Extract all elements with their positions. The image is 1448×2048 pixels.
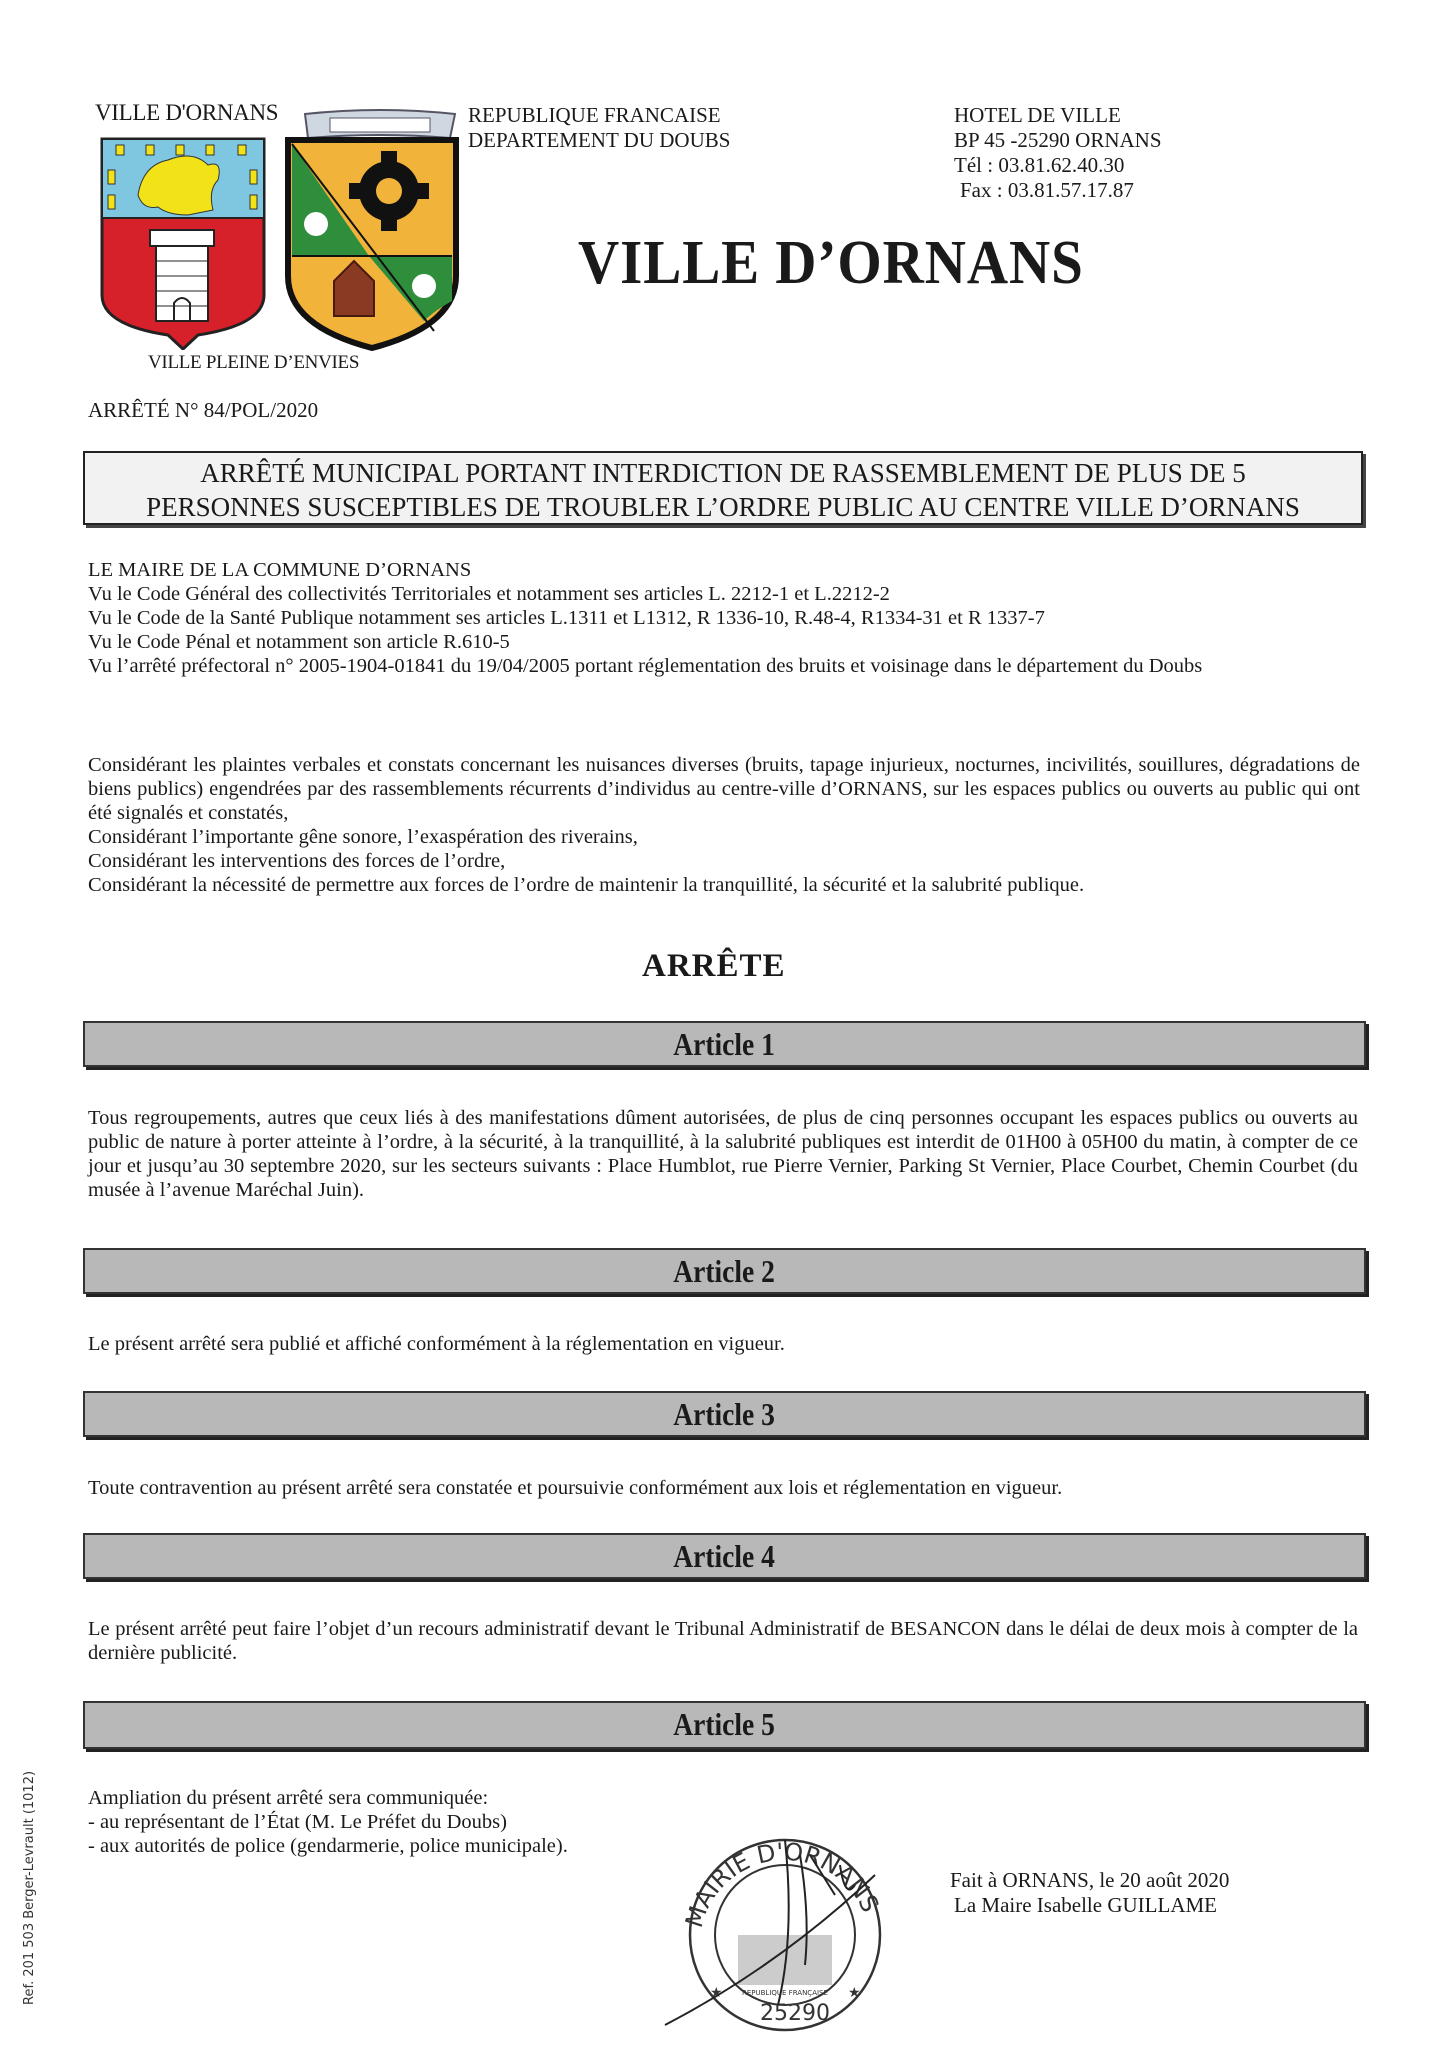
vu-line: Vu le Code de la Santé Publique notamment ses articles L.1311 et L1312, R 1336-10, R.48-4, R1334-31 et R 1337-7 — [88, 607, 1045, 629]
place-date: Fait à ORNANS, le 20 août 2020 — [950, 1868, 1230, 1892]
arrete-title-line-1: ARRÊTÉ MUNICIPAL PORTANT INTERDICTION DE RASSEMBLEMENT DE PLUS DE 5 — [200, 458, 1246, 488]
considerant-line: Considérant les interventions des forces de l’ordre, — [88, 850, 506, 872]
vu-line: Vu l’arrêté préfectoral n° 2005-1904-01841 du 19/04/2005 portant réglementation des bruits et voisinage dans le département du Doubs — [88, 655, 1203, 677]
svg-text:★: ★ — [710, 1986, 723, 2001]
article-4-text: Le présent arrêté peut faire l’objet d’un recours administratif devant le Tribunal Administratif de BESANCON dans le délai de deux mois à compter de la dernière publicité. — [88, 1618, 1358, 1664]
coat-of-arms-label: VILLE D'ORNANS — [95, 100, 279, 125]
article-5-text — [88, 1786, 568, 1858]
article-1-header: Article 1 — [83, 1021, 1366, 1067]
vu-line: Vu le Code Pénal et notamment son article R.610-5 — [88, 631, 510, 653]
bonnevaux-coat-of-arms-icon — [284, 136, 460, 351]
contact-fax: Fax : 03.81.57.17.87 — [960, 178, 1134, 202]
svg-text:★: ★ — [848, 1986, 861, 2001]
preamble — [88, 558, 1358, 678]
arrete-title-box — [83, 451, 1363, 525]
article-4-header: Article 4 — [83, 1533, 1366, 1579]
svg-text:REPUBLIQUE FRANÇAISE: REPUBLIQUE FRANÇAISE — [742, 1989, 828, 1997]
considerant-line: Considérant l’importante gêne sonore, l’exaspération des riverains, — [88, 826, 638, 848]
article-1-text: Tous regroupements, autres que ceux liés à des manifestations dûment autorisées, de plus de cinq personnes occupant les espaces publics ou ouverts au public de nature à porter atteinte à l’ordre, à la sécurité, à la tranquillité, à la salubrité publiques est interdit de 01H00 à 05H00 du matin, à compter de ce jour et jusqu’au 30 septembre 2020, sur les secteurs suivants : Place Humblot, rue Pierre Vernier, Parking St Vernier, Place Courbet, Chemin Courbet (du musée à l’avenue Maréchal Juin). — [88, 1107, 1358, 1201]
department-label: DEPARTEMENT DU DOUBS — [468, 128, 731, 152]
article-2-text: Le présent arrêté sera publié et affiché conformément à la réglementation en vigueur. — [88, 1333, 785, 1355]
page-title: VILLE D’ORNANS — [578, 229, 1084, 297]
considerants — [88, 753, 1360, 897]
contact-tel: Tél : 03.81.62.40.30 — [954, 153, 1125, 177]
contact-name: HOTEL DE VILLE — [954, 103, 1121, 127]
arrete-number: ARRÊTÉ N° 84/POL/2020 — [88, 398, 319, 422]
considerant-line: Considérant les plaintes verbales et constats concernant les nuisances diverses (bruits, tapage injurieux, nocturnes, incivilités, souillures, dégradations de biens publics) engendrées par des rassemblements récurrents d’individus au centre-ville d’ORNANS, sur les espaces publics ou ouverts au public qui ont été signalés et constatés, — [88, 754, 1360, 824]
contact-address: BP 45 -25290 ORNANS — [954, 128, 1162, 152]
side-reference: Ref. 201 503 Berger-Levrault (1012) — [22, 1770, 37, 2005]
ampliation-line: Ampliation du présent arrêté sera communiquée: — [88, 1787, 489, 1809]
article-5-header: Article 5 — [83, 1701, 1366, 1749]
ampliation-line: - aux autorités de police (gendarmerie, police municipale). — [88, 1835, 568, 1857]
ornans-coat-of-arms-icon — [98, 135, 268, 350]
arrete-heading: ARRÊTE — [642, 948, 786, 984]
signatory: La Maire Isabelle GUILLAME — [954, 1893, 1217, 1917]
vu-line: Vu le Code Général des collectivités Territoriales et notamment ses articles L. 2212-1 et L.2212-2 — [88, 583, 890, 605]
ampliation-line: - au représentant de l’État (M. Le Préfet du Doubs) — [88, 1811, 507, 1833]
arrete-title-line-2: PERSONNES SUSCEPTIBLES DE TROUBLER L’ORDRE PUBLIC AU CENTRE VILLE D’ORNANS — [146, 492, 1300, 522]
republic-label: REPUBLIQUE FRANCAISE — [468, 103, 721, 127]
article-3-text: Toute contravention au présent arrêté sera constatée et poursuivie conformément aux lois et réglementation en vigueur. — [88, 1477, 1063, 1499]
authority-line: LE MAIRE DE LA COMMUNE D’ORNANS — [88, 559, 472, 581]
article-3-header: Article 3 — [83, 1391, 1366, 1437]
mairie-stamp-icon — [660, 1815, 900, 2045]
svg-text:25290: 25290 — [760, 2001, 830, 2026]
considerant-line: Considérant la nécessité de permettre aux forces de l’ordre de maintenir la tranquillité, la sécurité et la salubrité publique. — [88, 874, 1085, 896]
article-2-header: Article 2 — [83, 1248, 1366, 1294]
city-motto: VILLE PLEINE D’ENVIES — [148, 352, 360, 373]
svg-text:MAIRIE D'ORNANS: MAIRIE D'ORNANS — [679, 1837, 885, 1931]
